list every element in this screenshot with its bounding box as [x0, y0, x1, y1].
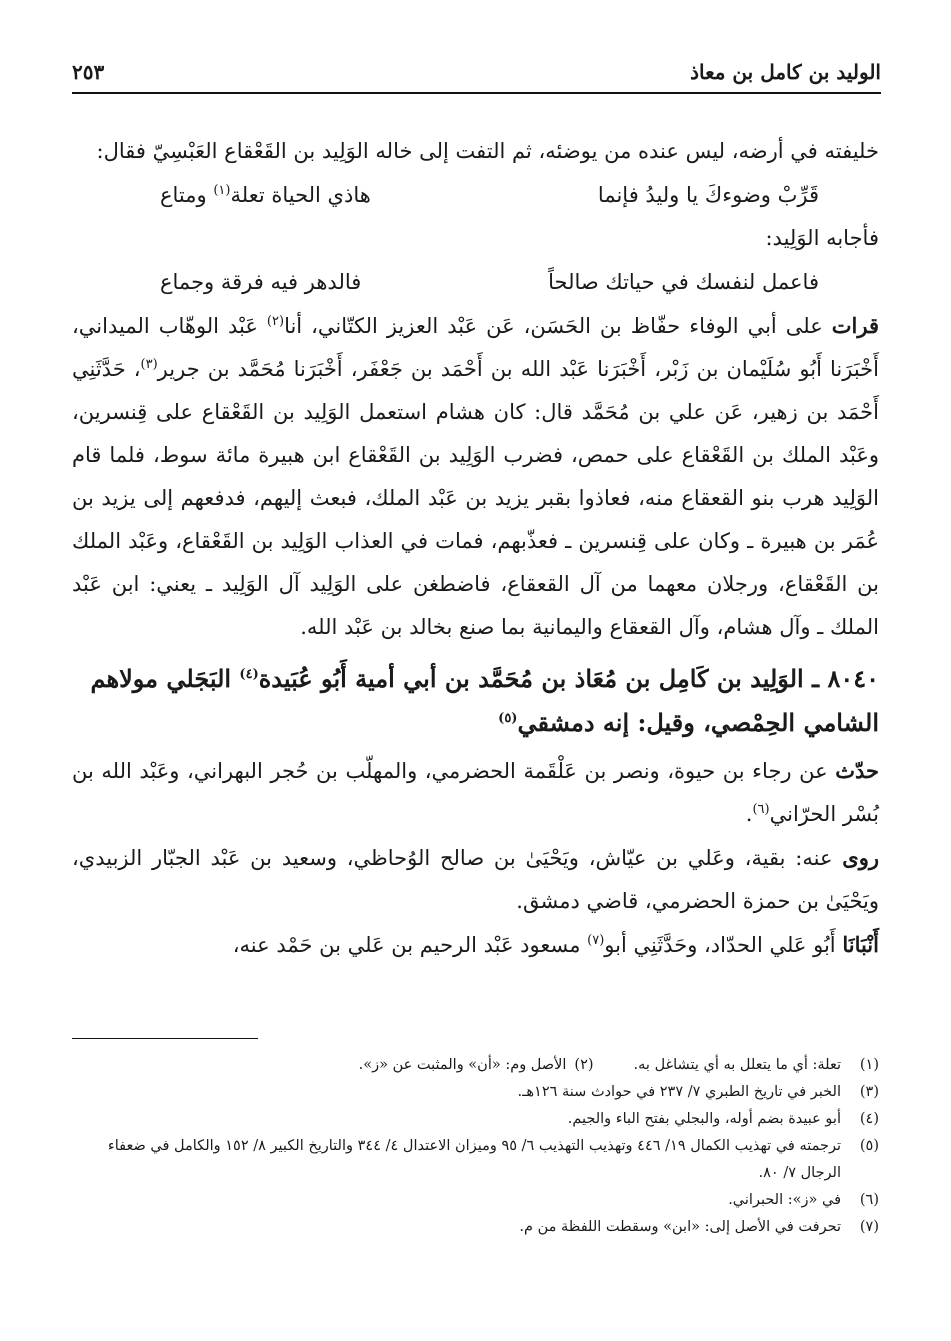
footnote-text: في «ز»: الحبراني.: [728, 1192, 841, 1208]
footnote-ref: (١): [213, 183, 231, 198]
footnote-ref: (٤): [239, 667, 259, 682]
footnote-text: أبو عبيدة بضم أوله، والبجلي بفتح الباء والجيم.: [567, 1111, 841, 1127]
footnote: [72, 1187, 879, 1214]
text-line: فأجابه الوَلِيد:: [765, 226, 879, 250]
footnote-separator: [72, 1038, 258, 1039]
footnote-ref: (٣): [140, 357, 158, 372]
verse-second-hemistich: هاذي الحياة تعلة$^{(١)}$ ومتاع: [160, 183, 371, 207]
anba-paragraph: أَنْبَانَا أَبُو عَلي الحدّاد، وحَدَّثَنِي أبو$^{(٧)}$ مسعود عَبْد الرحيم بن عَلي بن حَمْد عنه،: [232, 932, 879, 957]
footnote-number: (٥): [859, 1138, 879, 1154]
rawa-paragraph: روى عنه: بقية، وعَلي بن عيّاش، ويَحْيَىٰ بن صالح الوُحاظي، وسعيد بن عَبْد الجبّار الزبيدي، ويَحْيَىٰ بن حمزة الحضرمي، قاضي دمشق.: [72, 845, 879, 913]
keyword: قرات: [831, 313, 879, 338]
page-number: ٢٥٣: [72, 60, 105, 84]
keyword: حدّث: [835, 758, 879, 783]
footnote-text: تعلة: أي ما يتعلل به أي يتشاغل به.: [633, 1057, 841, 1073]
verse-first-hemistich: قَرِّبْ وضوءكَ يا وليدُ فإنما: [597, 183, 819, 207]
hadath-paragraph: حدّث عن رجاء بن حيوة، ونصر بن عَلْقَمة الحضرمي، والمهلّب بن حُجر البهراني، وعَبْد الله بن بُسْر الحرّاني$^{(٦)}$.: [72, 758, 879, 826]
footnote-ref: (٥): [498, 711, 518, 726]
poem-verse-2: [72, 260, 879, 304]
text-line: خليفته في أرضه، ليس عنده من يوضئه، ثم التفت إلى خاله الوَلِيد بن القَعْقاع العَبْسِيّ فقال:: [96, 139, 879, 163]
page-header: [72, 54, 881, 94]
footnote-text: الأصل وم: «أن» والمثبت عن «ز».: [358, 1057, 567, 1073]
footnote-number: (١): [859, 1057, 879, 1073]
footnote-number: (٣): [859, 1084, 879, 1100]
entry-heading: ٨٠٤٠ ـ الوَلِيد بن كَامِل بن مُعَاذ بن مُحَمَّد بن أبي أمية أَبُو عُبَيدة$^{(٤)}$ البَجَلي مولاهم الشامي الحِمْصي، وقيل: إنه دمشقي$^{(٥)}$: [90, 664, 879, 737]
footnote: [72, 1106, 879, 1133]
verse-second-hemistich: فالدهر فيه فرقة وجماع: [160, 270, 362, 294]
footnote-number: (٤): [859, 1111, 879, 1127]
footnote-text: الخبر في تاريخ الطبري ٧/ ٢٣٧ في حوادث سنة ١٢٦هـ.: [517, 1084, 841, 1100]
header-rule: [72, 92, 881, 94]
footnote-number: (٢): [574, 1057, 594, 1073]
footnote-ref: (٧): [587, 933, 605, 948]
footnote-text: ترجمته في تهذيب الكمال ١٩/ ٤٤٦ وتهذيب التهذيب ٦/ ٩٥ وميزان الاعتدال ٤/ ٣٤٤ والتاريخ الكبير ٨/ ١٥٢ والكامل في ضعفاء الرجال ٧/ ٨٠.: [107, 1138, 841, 1181]
footnote-ref: (٦): [752, 802, 770, 817]
running-title: الوليد بن كامل بن معاذ: [690, 60, 881, 84]
poem-verse-1: [72, 173, 879, 217]
verse-first-hemistich: فاعمل لنفسك في حياتك صالحاً: [548, 270, 819, 294]
footnote-number: (٧): [859, 1219, 879, 1235]
footnote-ref: (٢): [266, 314, 285, 329]
footnote-number: (٦): [859, 1192, 879, 1208]
footnote: [72, 1079, 879, 1106]
footnote: [72, 1052, 879, 1079]
keyword: أَنْبَانَا: [842, 932, 879, 957]
footnote: [72, 1133, 879, 1187]
main-text: [72, 130, 879, 967]
isnad-paragraph: قرات على أبي الوفاء حفّاظ بن الحَسَن، عَن عَبْد العزيز الكتّاني، أنا$^{(٢)}$ عَبْد الوهّاب الميداني، أَخْبَرَنا أَبُو سُلَيْمان بن زَبْر، أَخْبَرَنا عَبْد الله بن أَحْمَد بن جَعْفَر، أَخْبَرَنا مُحَمَّد بن جرير$^{(٣)}$، حَدَّثَنِي أَحْمَد بن زهير، عَن علي بن مُحَمَّد قال: كان هشام استعمل الوَلِيد بن القَعْقاع على قِنسرين، وعَبْد الملك بن القَعْقاع على حمص، فضرب الوَلِيد بن القَعْقاع ابن هبيرة مائة سوط، فلما قام الوَلِيد هرب بنو القعقاع منه، فعاذوا بقبر يزيد بن عَبْد الملك، فبعث إليهم، فدفعهم إلى يزيد بن عُمَر بن هبيرة ـ وكان على قِنسرين ـ فعذّبهم، فمات في العذاب الوَلِيد بن القَعْقاع، وعَبْد الملك بن القَعْقاع، ورجلان معهما من آل القعقاع، فاضطغن على الوَلِيد آل الوَلِيد ـ يعني: ابن عَبْد الملك ـ وآل هشام، وآل القعقاع واليمانية بما صنع بخالد بن عَبْد الله.: [72, 313, 879, 639]
footnote-text: تحرفت في الأصل إلى: «ابن» وسقطت اللفظة من م.: [519, 1219, 841, 1235]
keyword: روى: [842, 845, 879, 870]
footnote: [72, 1214, 879, 1241]
footnotes: [72, 1052, 879, 1241]
